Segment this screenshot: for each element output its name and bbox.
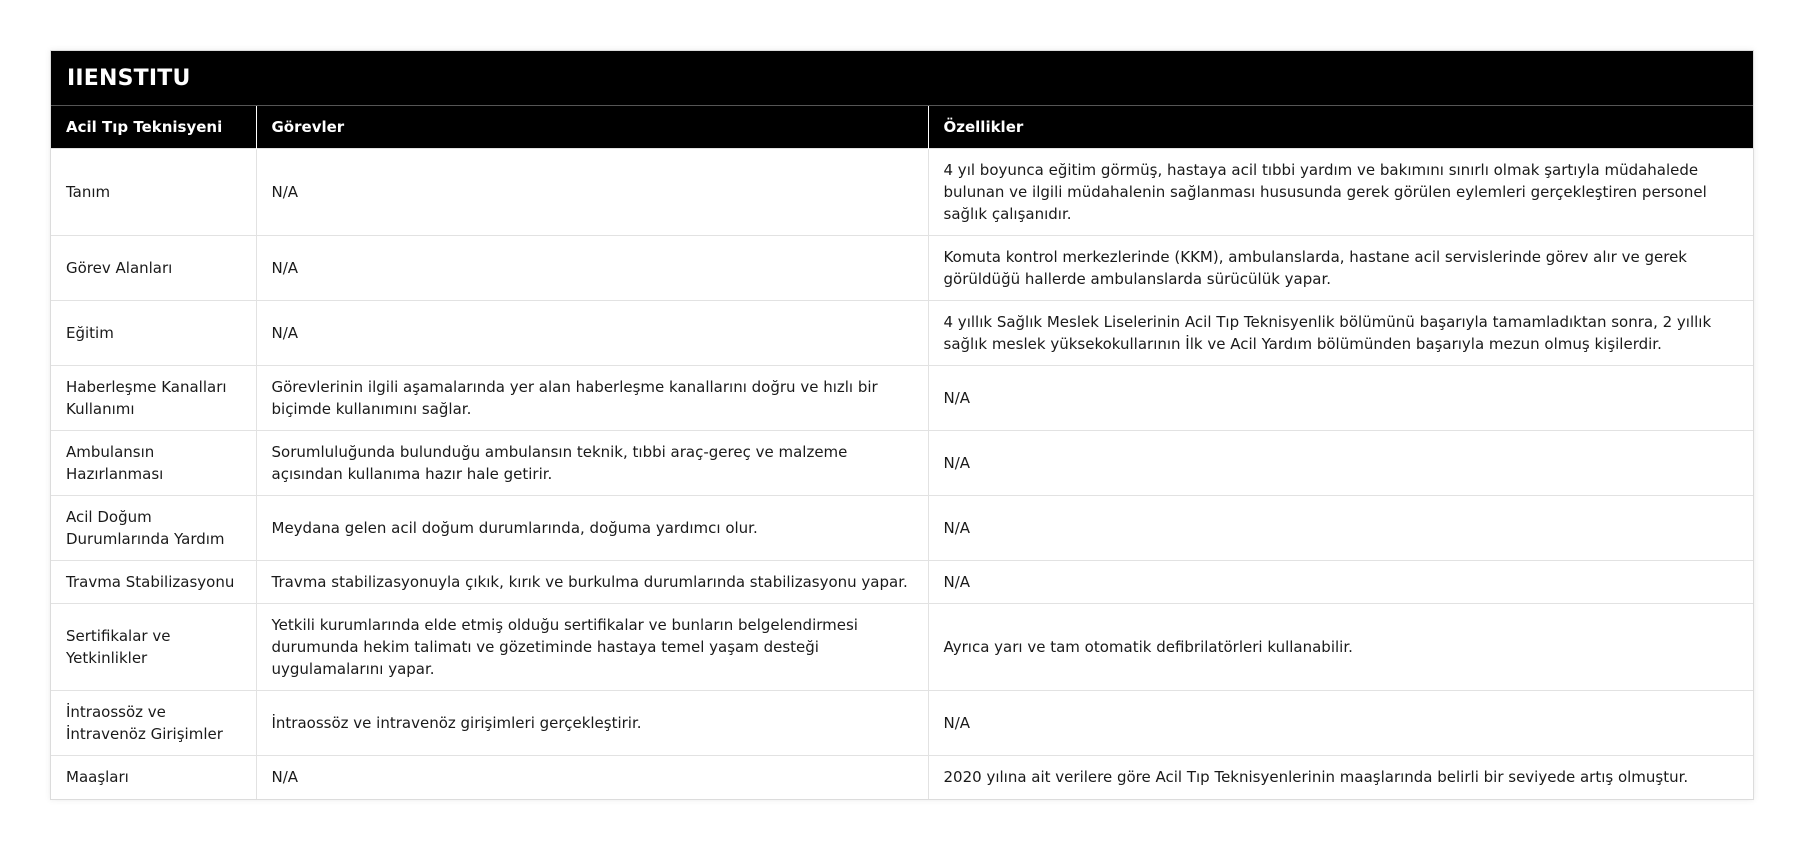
row-tasks: Yetkili kurumlarında elde etmiş olduğu sertifikalar ve bunların belgelendirmesi durumunda hekim talimatı ve gözetiminde hastaya temel yaşam desteği uygulamalarını yapar. <box>256 604 928 691</box>
row-tasks: Meydana gelen acil doğum durumlarında, doğuma yardımcı olur. <box>256 496 928 561</box>
row-tasks: N/A <box>256 149 928 236</box>
row-features: N/A <box>928 496 1753 561</box>
row-features: N/A <box>928 431 1753 496</box>
row-features: 4 yıllık Sağlık Meslek Liselerinin Acil Tıp Teknisyenlik bölümünü başarıyla tamamladıktan sonra, 2 yıllık sağlık meslek yüksekokullarının İlk ve Acil Yardım bölümünden başarıyla mezun olmuş kişilerdir. <box>928 301 1753 366</box>
row-features: 4 yıl boyunca eğitim görmüş, hastaya acil tıbbi yardım ve bakımını sınırlı olmak şartıyla müdahalede bulunan ve ilgili müdahalenin sağlanması hususunda gerek görülen eylemleri gerçekleştiren personel sağlık çalışanıdır. <box>928 149 1753 236</box>
row-features: 2020 yılına ait verilere göre Acil Tıp Teknisyenlerinin maaşlarında belirli bir seviyede artış olmuştur. <box>928 756 1753 799</box>
column-header-features: Özellikler <box>928 106 1753 149</box>
table-row <box>51 604 1753 691</box>
table-row <box>51 756 1753 799</box>
row-label: Acil Doğum Durumlarında Yardım <box>51 496 256 561</box>
table-header <box>51 106 1753 149</box>
row-features: N/A <box>928 366 1753 431</box>
row-tasks: Görevlerinin ilgili aşamalarında yer alan haberleşme kanallarını doğru ve hızlı bir biçimde kullanımını sağlar. <box>256 366 928 431</box>
row-label: Haberleşme Kanalları Kullanımı <box>51 366 256 431</box>
table-row <box>51 366 1753 431</box>
row-features: Ayrıca yarı ve tam otomatik defibrilatörleri kullanabilir. <box>928 604 1753 691</box>
brand-title: IIENSTITU <box>51 51 1753 106</box>
table-row <box>51 301 1753 366</box>
row-features: N/A <box>928 691 1753 756</box>
table-row <box>51 691 1753 756</box>
row-label: Eğitim <box>51 301 256 366</box>
table-row <box>51 561 1753 604</box>
data-table <box>51 106 1753 799</box>
row-label: Travma Stabilizasyonu <box>51 561 256 604</box>
row-label: Görev Alanları <box>51 236 256 301</box>
row-features: Komuta kontrol merkezlerinde (KKM), ambulanslarda, hastane acil servislerinde görev alır ve gerek görüldüğü hallerde ambulanslarda sürücülük yapar. <box>928 236 1753 301</box>
row-label: Sertifikalar ve Yetkinlikler <box>51 604 256 691</box>
table-row <box>51 236 1753 301</box>
row-tasks: N/A <box>256 236 928 301</box>
row-label: Ambulansın Hazırlanması <box>51 431 256 496</box>
table-card <box>50 50 1754 800</box>
row-features: N/A <box>928 561 1753 604</box>
row-tasks: Travma stabilizasyonuyla çıkık, kırık ve burkulma durumlarında stabilizasyonu yapar. <box>256 561 928 604</box>
row-tasks: N/A <box>256 301 928 366</box>
column-header-name: Acil Tıp Teknisyeni <box>51 106 256 149</box>
row-tasks: İntraossöz ve intravenöz girişimleri gerçekleştirir. <box>256 691 928 756</box>
table-row <box>51 431 1753 496</box>
row-label: İntraossöz ve İntravenöz Girişimler <box>51 691 256 756</box>
row-tasks: Sorumluluğunda bulunduğu ambulansın teknik, tıbbi araç-gereç ve malzeme açısından kullanıma hazır hale getirir. <box>256 431 928 496</box>
table-row <box>51 496 1753 561</box>
table-body <box>51 149 1753 799</box>
row-label: Maaşları <box>51 756 256 799</box>
header-row <box>51 106 1753 149</box>
row-tasks: N/A <box>256 756 928 799</box>
column-header-tasks: Görevler <box>256 106 928 149</box>
row-label: Tanım <box>51 149 256 236</box>
table-row <box>51 149 1753 236</box>
